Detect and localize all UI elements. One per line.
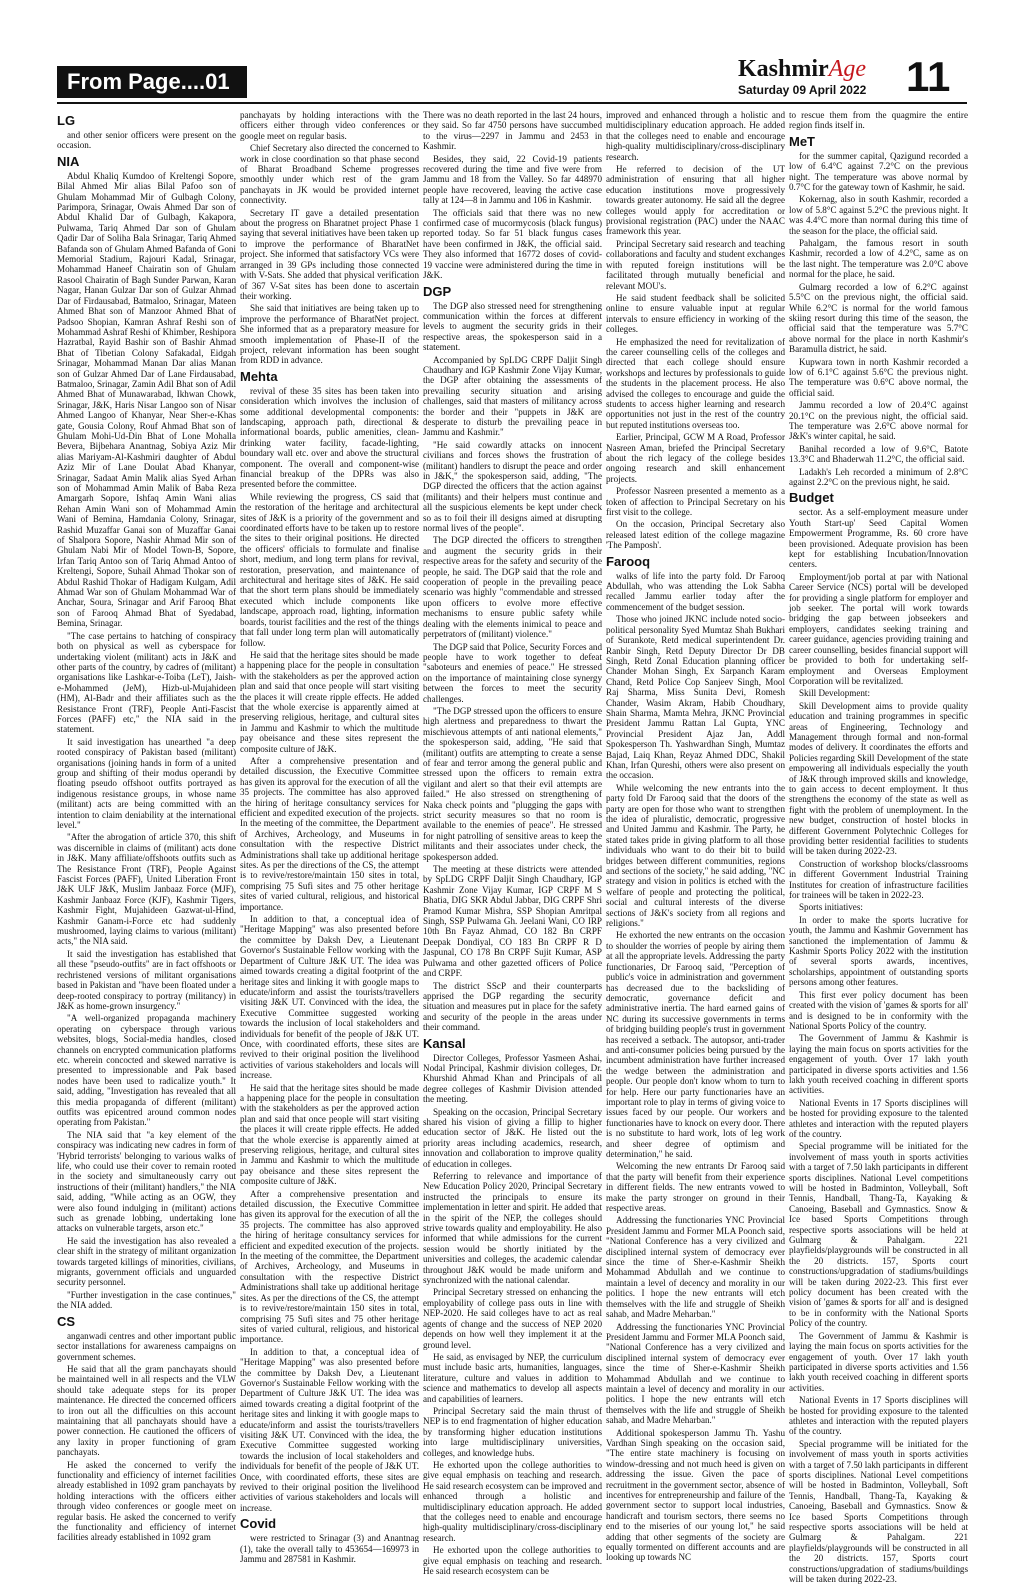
article-heading: CS — [57, 1313, 76, 1329]
article-paragraph: Speaking on the occasion, Principal Secretary shared his vision of giving a fillip to higher education sector of J&K. He listed out the priority areas including academics, research, innovation and collaboration to improve quality of education in colleges. — [423, 1106, 602, 1169]
article-paragraph: Addressing the functionaries YNC Provincial President Jammu and Former MLA Poonch said, "National Conference has a very civilized and disciplined internal system of democracy ever since the time of Sher-e-Kashmir Sheikh Mohammad Abdullah and we continue to maintain a level of decency and morality in our politics. I hope the new entrants will etch themselves with the life and struggle of Sheikh sahab, and Madre Meharban." — [606, 1321, 785, 1426]
article-paragraph: While reviewing the progress, CS said that the restoration of the heritage and architectural sites of J&K is a priority of the government and coordinated efforts have to be taken up to restore the sites to their original positions. He directed the officers' officials to formulate and finalise short, medium, and long term plans for revival, restoration, preservation, and maintenance of architectural and heritage sites of J&K. He said that the short term plans should be immediately executed which include components like landscape, approach road, lighting, information boards, tourist facilities and the rest of the things that fall under long term plan will automatically follow. — [240, 491, 419, 648]
article-paragraph: The Government of Jammu & Kashmir is laying the main focus on sports activities for the engagement of youth. Over 17 lakh youth participated in diverse sports activities and 1.56 lakh youth received coaching in different sports activities. — [789, 1330, 968, 1393]
article-paragraph: Gulmarg recorded a low of 6.2°C against 5.5°C on the previous night, the official said. While 6.2°C is normal for the world famous skiing resort during this time of the season, the official said that the temperature was 5.7°C above normal for the place in north Kashmir's Baramulla district, he said. — [789, 281, 968, 355]
article-paragraph: He asked the concerned to verify the functionality and efficiency of internet facilities already established in 1092 gram panchayats by holding interactions with the officers either through video conferences or google meet on regular basis. He asked the concerned to verify the functionality and efficiency of internet facilities already established in 1092 gram — [57, 1459, 236, 1543]
article-paragraph: Addressing the functionaries YNC Provincial President Jammu and Former MLA Poonch said, "National Conference has a very civilized and disciplined internal system of democracy ever since the time of Sher-e-Kashmir Sheikh Mohammad Abdullah and we continue to maintain a level of decency and morality in our politics. I hope the new entrants will etch themselves with the life and struggle of Sheikh sahab, and Madre Meharban." — [606, 1215, 785, 1320]
article-paragraph: and other senior officers were present on the occasion. — [57, 130, 236, 151]
article-paragraph: "Further investigation in the case continues," the NIA added. — [57, 1289, 236, 1311]
article-paragraph: Welcoming the new entrants Dr Farooq said that the party will benefit from their experience in different fields. The new entrants vowed to make the party stronger on ground in their respective areas. — [606, 1161, 785, 1214]
masthead — [0, 0, 1024, 100]
article-paragraph: "A well-organized propaganda machinery operating on cyberspace through various websites, blogs, Social-media handles, closed channels on encrypted communication platforms etc. wherein concocted and skewed narrative is presented to impressionable and Pak based nodes have been used to radicalize youth." It said, adding, "Investigation has revealed that all this media propaganda of different (militant) outfits was epicentred around common nodes operating from Pakistan." — [57, 1013, 236, 1128]
article-paragraph: After a comprehensive presentation and detailed discussion, the Executive Committee has given its approval for the execution of all the 35 projects. The committee has also approved the hiring of heritage consultancy services for efficient and expedited execution of the projects. In the meeting of the committee, the Department of Archives, Archeology, and Museums in consultation with the respective District Administrations shall take up additional heritage sites. As per the directions of the CS, the attempt is to revive/restore/maintain 150 sites in total, comprising 75 Sufi sites and 75 other heritage sites of varied cultural, religious, and historical importance. — [240, 1188, 419, 1345]
article-paragraph: for the summer capital, Qazigund recorded a low of 6.4°C against 7.2°C on the previous night. The temperature was above normal by 0.7°C for the gateway town of Kashmir, he said. — [789, 150, 968, 193]
article-paragraph: National Events in 17 Sports disciplines will be hosted for providing exposure to the talented athletes and interaction with the reputed players of the country. — [789, 1097, 968, 1139]
article-paragraph: The DGP said that Police, Security Forces and people have to work together to defeat "saboteurs and enemies of peace." He stressed on the importance of maintaining close synergy between the forces to meet the security challenges. — [423, 641, 602, 704]
article-paragraph: Abdul Khaliq Kumdoo of Kreltengi Sopore, Bilal Ahmed Mir alias Bilal Pafoo son of Ghulam Mohammad Mir of Gulbagh Colony, Parimpora, Srinagar, Owais Ahmed Dar son of Abdul Khalid Dar of Gulbagh, Kakapora, Pulwama, Tariq Ahmed Dar son of Ghulam Qadir Dar of Soliha Bala Srinagar, Tariq Ahmed Bafanda son of Ghulam Ahmed Bafanda of Goni Memorial Stadium, Rajouri Kadal, Srinagar, Mohammad Haneef Chairatin son of Ghulam Rasool Chairatin of Bagh Sunder Parwan, Karan Nagar, Hanan Gulzar Dar son of Gulzar Ahmad Dar of Firdausabad, Batmaloo, Srinagar, Mateen Ahmed Bhat son of Manzoor Ahmed Bhat of Padsoo Shopian, Kamran Ashraf Reshi son of Mohammad Ashraf Reshi of Khimber, Reshipora Hazratbal, Rayid Bashir son of Bashir Ahmad Bhat of Tibetian Colony Safakadal, Eidgah Srinagar, Mohammad Manan Dar alias Manan son of Gulzar Ahmed Dar of Lane Firdausabad, Batmaloo, Srinagar, Zamin Adil Bhat son of Adil Ahmed Bhat of Munawarabad, Ikhwan Chowk, Srinagar, J&K, Haris Nisar Langoo son of Nisar Ahmed Langoo of Khanyar, Near Sher-e-Khas gate, Gousia Colony, Rouf Ahmad Bhat son of Ghulam Mohi-Ud-Din Bhat of Lone Mohalla Bevera, Bijbehara Anantnag, Sobiya Aziz Mir alias Mariyam-Al-Kashmiri daughter of Abdul Aziz Mir of Lane Doulat Abad Khanyar, Srinagar, Sadaat Amin Malik alias Syed Arhan son of Mohammad Amin Malik of Baba Reza Amargarh Sopore, Ishfaq Amin Wani alias Rehan Amin Wani son of Mohammad Amin Wani of Bemina, Hamdania Colony, Srinagar, Rashid Muzaffar Ganai son of Muzaffar Ganai of Shalpora Sopore, Nashir Ahmad Mir son of Ghulam Nabi Mir of Model Town-B, Sopore, Irfan Tariq Antoo son of Tariq Ahmad Antoo of Kreltengi, Sopore, Suhail Ahmad Thokar son of Abdul Rashid Thokar of Hadigam Kulgam, Adil Ahmad War son of Ghulam Mohammad War of Anchar, Soura, Srinagar and Arif Farooq Bhat son of Farooq Ahmad Bhat of Syedabad, Bemina, Srinagar. — [57, 170, 236, 629]
article-paragraph: Principal Secretary said the main thrust of NEP is to end fragmentation of higher education by transforming higher education institutions into large multidisciplinary universities, colleges, and knowledge hubs. — [423, 1405, 602, 1458]
article-paragraph: Special programme will be initiated for the involvement of mass youth in sports activities with a target of 7.50 lakh participants in different sports disciplines. National Level competitions will be hosted in Badminton, Volleyball, Soft Tennis, Handball, Thang-Ta, Kayaking & Canoeing, Baseball and Gymnastics. Snow & Ice based Sports Competitions through respective sports associations will be held at Gulmarg & Pahalgam. 221 playfields/playgrounds will be constructed in all the 20 districts. 157, Sports court constructions/upgradation of stadiums/buildings will be taken during 2022-23. This first ever policy document has been created with the vision of 'games & sports for all' and is designed to be in conformity with the National Sports Policy of the country. — [789, 1141, 968, 1329]
article-paragraph: Principal Secretary stressed on enhancing the employability of college pass outs in line with NEP-2020. He said colleges have to act as real agents of change and the success of NEP 2020 depends on how well they implement it at the ground level. — [423, 1287, 602, 1350]
article-paragraph: He exhorted upon the college authorities to give equal emphasis on teaching and research. He said research ecosystem can be — [423, 1545, 602, 1577]
article-paragraph: The officials said that there was no new confirmed case of mucormycosis (black fungus) reported today. So far 51 black fungus cases have been confirmed in J&K, the official said. They also informed that 16772 doses of covid-19 vaccine were administered during the time in J&K. — [423, 207, 602, 281]
article-heading: Covid — [240, 1516, 277, 1532]
article-paragraph: Special programme will be initiated for the involvement of mass youth in sports activities with a target of 7.50 lakh participants in different sports disciplines. National Level competitions will be hosted in Badminton, Volleyball, Soft Tennis, Handball, Thang-Ta, Kayaking & Canoeing, Baseball and Gymnastics. Snow & Ice based Sports Competitions through respective sports associations will be held at Gulmarg & Pahalgam. 221 playfields/playgrounds will be constructed in all the 20 districts. 157, Sports court constructions/upgradation of stadiums/buildings will be taken during 2022-23. — [789, 1438, 968, 1584]
article-paragraph: Employment/job portal at par with National Career Service (NCS) portal will be developed for providing a single platform for employer and job seeker. The portal will work towards bridging the gap between jobseekers and employers, candidates seeking training and career guidance, agencies providing training and career counselling, besides financial support will be provided to both for undertaking self-employment and Overseas Employment Corporation will be revitalized. — [789, 571, 968, 686]
article-heading: Kansal — [423, 1035, 466, 1051]
brand-name-part2: Age — [828, 56, 866, 82]
article-paragraph: While welcoming the new entrants into the party fold Dr Farooq said that the doors of the party are open for those who want to strengthen the idea of pluralistic, democratic, progressive and United Jammu and Kashmir. The Party, he stated takes pride in giving platform to all those individuals who want to do their bit to build bridges between different communities, regions and sections of the society," he said adding, "NC strategy and vision in politics is etched with the welfare of people and protecting the political, social and cultural interests of the diverse sections of J&K's society from all regions and religions." — [606, 782, 785, 929]
article-heading: Farooq — [606, 553, 651, 569]
article-paragraph: In order to make the sports lucrative for youth, the Jammu and Kashmir Government has sanctioned the implementation of Jammu & Kashmir Sports Policy 2022 with the institution of several sports awards, incentives, scholarships, appointment of outstanding sports persons among other features. — [789, 914, 968, 988]
article-paragraph: There was no death reported in the last 24 hours, they said. So far 4750 persons have succumbed to the virus—2297 in Jammu and 2453 in Kashmir. — [423, 110, 602, 152]
article-paragraph: revival of these 35 sites has been taken into consideration which involves the inclusion of some additional developmental components: landscaping, approach path, directional & informational boards, public amenities, clean-drinking water facility, facade-lighting, boundary wall etc. over and above the structural component. The overall and component-wise financial breakup of the DPRs was also presented before the committee. — [240, 385, 419, 490]
article-paragraph: He said that all the gram panchayats should be maintained well in all respects and the VLW should take adequate steps for its proper maintenance. He directed the concerned officers to iron out all the difficulties on this account maintaining that all panchayats should have a power connection. He cautioned the officers of any laxity in proper functioning of gram panchayats. — [57, 1363, 236, 1458]
article-paragraph: "The DGP stressed upon the officers to ensure high alertness and preparedness to thwart the mischievous attempts of anti national elements," the spokesperson said, adding, "He said that (militant) outfits are attempting to create a sense of fear and terror among the general public and stressed upon the officers to remain extra vigilant and alert so that their evil attempts are failed." He also stressed on strengthening of Naka check points and "plugging the gaps with strict security measures so that no room is available to the enemies of peace". He stressed for night patrolling of sensitive areas to keep the militants and their associates under check, the spokesperson added. — [423, 705, 602, 862]
article-paragraph: It said the investigation has established that all these "pseudo-outfits" are in fact offshoots or rechristened versions of militant organisations based in Pakistan and "have been floated under a deep-rooted conspiracy to portray (militancy) in J&K as home-grown insurgency." — [57, 948, 236, 1011]
article-paragraph: He said the investigation has also revealed a clear shift in the strategy of militant organization towards targeted killings of minorities, civilians, migrants, government officials and unguarded security personnel. — [57, 1235, 236, 1288]
article-heading: MeT — [789, 133, 815, 149]
article-paragraph: Accompanied by SpLDG CRPF Daljit Singh Chaudhary and IGP Kashmir Zone Vijay Kumar, the DGP after obtaining the assessments of prevailing security situation and arising challenges, said that masters of militancy across the border and their "puppets in J&K are desperate to disturb the prevailing peace in Jammu and Kashmir." — [423, 354, 602, 438]
article-paragraph: panchayats by holding interactions with the officers either through video conferences or google meet on regular basis. — [240, 110, 419, 141]
brand-name — [738, 56, 866, 82]
article-paragraph: In addition to that, a conceptual idea of "Heritage Mapping" was also presented before the committee by Daksh Dev, a Lieutenant Governor's Sustainable Fellow working with the Department of Culture J&K UT. The idea was aimed towards creating a digital footprint of the heritage sites and linking it with google maps to educate/inform and assist the tourists/travellers visiting J&K UT. Convinced with the idea, the Executive Committee suggested working towards the inclusion of local stakeholders and individuals for benefit of the people of J&K UT. Once, with coordinated efforts, these sites are revived to their original position the livelihood activities of various stakeholders and locals will increase. — [240, 1346, 419, 1513]
article-paragraph: "The case pertains to hatching of conspiracy both on physical as well as cyberspace for undertaking violent (militant) acts in J&K and other parts of the country, by cadres of (militant) organisations like Lashkar-e-Toiba (LeT), Jaish-e-Mohammed (JeM), Hizb-ul-Mujahideen (HM), Al-Badr and their affiliates such as the Resistance Front (TRF), People Anti-Fascist Forces (PAFF) etc," the NIA said in the statement. — [57, 630, 236, 735]
article-paragraph: Kupwara town in north Kashmir recorded a low of 6.1°C against 5.6°C the previous night. The temperature was 0.6°C above normal, the official said. — [789, 356, 968, 398]
article-heading: Mehta — [240, 368, 278, 384]
article-paragraph: He emphasized the need for revitalization of the career counselling cells of the colleges and directed that each college should ensure workshops and lectures by professionals to guide the students in the placement process. He also advised the colleges to encourage and guide the students to access higher learning and research opportunities not just in the rest of the country but reputed institutions overseas too. — [606, 336, 785, 430]
article-heading: DGP — [423, 283, 452, 299]
issue-date: Saturday 09 April 2022 — [738, 83, 867, 97]
article-paragraph: Skill Development: — [799, 688, 870, 699]
article-paragraph: "After the abrogation of article 370, this shift was discernible in claims of (militant) acts done in J&K. Many affiliate/offshoots outfits such as The Resistance Front (TRF), People Against Fascist Forces (PAFF), United Liberation Front J&K ULF J&K, Muslim Janbaaz Force (MJF), Kashmir Janbaaz Force (KJF), Kashmir Tigers, Kashmir Fight, Mujahideen Gazwat-ul-Hind, Kashmir Ganam-i-Force etc had suddenly mushroomed, laying claims to various (militant) acts," the NIA said. — [57, 832, 236, 947]
article-paragraph: Pahalgam, the famous resort in south Kashmir, recorded a low of 4.2°C, same as on the last night. The temperature was 2.0°C above normal for the place, he said. — [789, 238, 968, 280]
article-paragraph: She said that initiatives are being taken up to improve the performance of BharatNet project. She informed that as a preparatory measure for smooth implementation of Phase-II of the project, relevant information has been sought from RDD in advance. — [240, 303, 419, 366]
article-paragraph: Ladakh's Leh recorded a minimum of 2.8°C against 2.2°C on the previous night, he said. — [789, 466, 968, 487]
article-paragraph: He exhorted upon the college authorities to give equal emphasis on teaching and research. He said research ecosystem can be improved and enhanced through a holistic and multidisciplinary education approach. He added that the colleges need to enable and encourage high-quality multidisciplinary/cross-disciplinary research. — [423, 1459, 602, 1543]
article-paragraph: anganwadi centres and other important public sector installations for awareness campaigns on government schemes. — [57, 1330, 236, 1362]
article-paragraph: Principal Secretary said research and teaching collaborations and faculty and student exchanges with reputed foreign institutions will be facilitated through mutually beneficial and relevant MOU's. — [606, 238, 785, 291]
article-paragraph: Kokernag, also in south Kashmir, recorded a low of 5.8°C against 5.2°C the previous night. It was 4.4°C more than normal during this time of the season for the place, the official said. — [789, 194, 968, 236]
article-paragraph: The meeting at these districts were attended by SpLDG CRPF Daljit Singh Chaudhary, IGP Kashmir Zone Vijay Kumar, IGP CRPF M S Bhatia, DIG SKR Abdul Jabbar, DIG CRPF Shri Pramod Kumar Mishra, SSP Shopian Amritpal Singh, SSP Pulwama Gh. Jeelani Wani, CO IRP 10th Bn Fayaz Ahmad, CO 182 Bn CRPF Deepak Dondiyal, CO 183 Bn CRPF R D Jaspunal, CO 178 Bn CRPF Sujit Kumar, ASP Pulwama and other gazetted officers of Police and CRPF. — [423, 864, 602, 979]
section-label: From Page....01 — [57, 66, 247, 98]
article-paragraph: After a comprehensive presentation and detailed discussion, the Executive Committee has given its approval for the execution of all the 35 projects. The committee has also approved the hiring of heritage consultancy services for efficient and expedited execution of the projects. In the meeting of the committee, the Department of Archives, Archeology, and Museums in consultation with the respective District Administrations shall take up additional heritage sites. As per the directions of the CS, the attempt is to revive/restore/maintain 150 sites in total, comprising 75 Sufi sites and 75 other heritage sites of varied cultural, religious, and historical importance. — [240, 755, 419, 912]
article-heading: Budget — [789, 490, 834, 506]
article-paragraph: walks of life into the party fold. Dr Farooq Abdullah, who was attending the Lok Sabha recalled Jammu earlier today after the commencement of the budget session. — [606, 570, 785, 612]
article-paragraph: He referred to decision of the UT administration of ensuring that all higher education institutions move progressively towards greater autonomy. He said all the degree colleges would apply for accreditation or provisional registration (PAC) under the NAAC framework this year. — [606, 164, 785, 237]
article-paragraph: He said student feedback shall be solicited online to ensure valuable input at regular intervals to ensure efficiency in working of the colleges. — [606, 292, 785, 335]
article-paragraph: The Government of Jammu & Kashmir is laying the main focus on sports activities for the engagement of youth. Over 17 lakh youth participated in diverse sports activities and 1.56 lakh youth received coaching in different sports activities. — [789, 1033, 968, 1096]
article-paragraph: The NIA said that "a key element of the conspiracy was indicating new cadres in form of 'Hybrid terrorists' belonging to various walks of life, who could use their cover to remain rooted in the society and simultaneously carry out instructions of their (militant) handlers," the NIA said, adding, "While acting as an OGW, they were also found indulging in (militant) actions such as grenade lobbing, undertaking lone attacks on vulnerable targets, arson etc." — [57, 1129, 236, 1234]
article-column-3 — [423, 110, 602, 1577]
article-paragraph: to rescue them from the quagmire the entire region finds itself in. — [789, 110, 968, 131]
article-paragraph: were restricted to Srinagar (3) and Anantnag (1), take the overall tally to 453654—169973 in Jammu and 287581 in Kashmir. — [240, 1533, 419, 1565]
article-heading: LG — [57, 113, 76, 128]
article-paragraph: Earlier, Principal, GCW M A Road, Professor Nasreen Aman, briefed the Principal Secretary about the rich legacy of the college besides ongoing research and skill enhancement projects. — [606, 432, 785, 484]
page-number: 11 — [906, 53, 951, 100]
article-paragraph: "He said cowardly attacks on innocent civilians and forces shows the frustration of (militant) handlers to disrupt the peace and order in J&K," the spokesperson said, adding, "The DGP directed the officers that the action against (militants) and their helpers must continue and all the suspicious elements be kept under check so as to foil their ill designs aimed at disrupting normal lives of the people". — [423, 439, 602, 534]
article-column-1 — [57, 110, 236, 1550]
article-paragraph: In addition to that, a conceptual idea of "Heritage Mapping" was also presented before the committee by Daksh Dev, a Lieutenant Governor's Sustainable Fellow working with the Department of Culture J&K UT. The idea was aimed towards creating a digital footprint of the heritage sites and linking it with google maps to educate/inform and assist the tourists/travellers visiting J&K UT. Convinced with the idea, the Executive Committee suggested working towards the inclusion of local stakeholders and individuals for benefit of the people of J&K UT. Once, with coordinated efforts, these sites are revived to their original position the livelihood activities of various stakeholders and locals will increase. — [240, 914, 419, 1081]
masthead-rule — [57, 102, 967, 104]
article-paragraph: improved and enhanced through a holistic and multidisciplinary education approach. He added that the colleges need to enable and encourage high-quality multidisciplinary/cross-disciplinary research. — [606, 110, 785, 162]
article-paragraph: He exhorted the new entrants on the occasion to shoulder the worries of people by airing them at all the appropriate levels. Addressing the party functionaries, Dr Farooq said, "Perception of public's voice in administration and government has decreased due to the backsliding of democratic, governance deficit and administrative inertia. The hard earned gains of NC during its successive governments in terms of bridging building people's trust in government has received a setback. The autopsor, anti-trader and anti-consumer policies being pursued by the incumbent administration have further increased the wedge between the administration and people. Our people don't know whom to turn to for help. Here our party functionaries have an important role to play in terms of giving voice to issues faced by our people. Our workers and functionaries have to knock on every door. There is no substitute to hard work, lots of leg work and sheer degree of optimism and determination," he said. — [606, 930, 785, 1159]
article-paragraph: He said that the heritage sites should be made a happening place for the people in consultation with the stakeholders as per the approved action plan and said that once people will start visiting the places it will create ripple effects. He added that the whole exercise is apparently aimed at preserving religious, heritage, and cultural sites in Jammu and Kashmir to which the multitude pay obeisance and these sites represent the composite culture of J&K. — [240, 649, 419, 754]
article-paragraph: Skill Development aims to provide quality education and training programmes in specific areas of Engineering, Technology and Management through formal and non-formal modes of delivery. It coordinates the efforts and Policies regarding Skill Development of the state empowering all individuals especially the youth of J&K through improved skills and knowledge, to gain access to decent employment. It thus strengthens the economy of the state as well as fight with the problem of unemployment. In the new budget, construction of hostel blocks in different Government Polytechnic Colleges for providing better residential facilities to students will be taken during 2022-23. — [789, 700, 968, 857]
article-paragraph: The DGP directed the officers to strengthen and augment the security grids in their respective areas for the safety and security of the people, he said. The DGP said that the role and cooperation of people in the prevailing peace scenario was highly "commendable and stressed upon officers to evolve more effective mechanisms to ensure public safety while dealing with the elements inimical to peace and perpetrators of (militant) violence." — [423, 535, 602, 640]
article-paragraph: Those who joined JKNC include noted socio-political personality Syed Mumtaz Shah Bukhari of Surankote, Retd medical superintendent Dr. Ranbir Singh, Retd Deputy Director Dr DB Singh, Retd Zonal Education planning officer Chander Mohan Singh, Ex Sarpanch Karam Chand, Retd Police Cop Sanjeev Singh, Mool Raj Sharma, Miss Sunita Devi, Romesh Chander, Wasim Akram, Habib Choudhary, Shain Sharma, Mamta Mehra, JKNC Provincial President Jammu Rattan Lal Gupta, YNC Provincial President Ajaz Jan, Addl Spokesperson Th. Yashwardhan Singh, Mumtaz Bajad, Laiq Khan, Reyaz Ahmed DDC, Shakil Khan, Irfan Qureshi, others were also present on the occasion. — [606, 614, 785, 781]
article-paragraph: Besides, they said, 22 Covid-19 patients recovered during the time and five were from Jammu and 18 from the Valley. So far 448970 people have recovered, leaving the active case tally at 124—8 in Jammu and 106 in Kashmir. — [423, 153, 602, 206]
article-paragraph: Director Colleges, Professor Yasmeen Ashai, Nodal Principal, Kashmir division colleges, Dr. Khurshid Ahmad Khan and Principals of all degree colleges of Kashmir Division attended the meeting. — [423, 1052, 602, 1105]
article-paragraph: National Events in 17 Sports disciplines will be hosted for providing exposure to the talented athletes and interaction with the reputed players of the country. — [789, 1395, 968, 1437]
article-paragraph: He said, as envisaged by NEP, the curriculum must include basic arts, humanities, languages, literature, culture and values in addition to science and mathematics to develop all aspects and capabilities of learners. — [423, 1351, 602, 1404]
article-column-2 — [240, 110, 419, 1565]
article-paragraph: On the occasion, Principal Secretary also released latest edition of the college magazine 'The Pamposh'. — [606, 519, 785, 551]
article-paragraph: The DGP also stressed need for strengthening communication within the forces at different levels to augment the security grids in their respective areas, the spokesperson said in a statement. — [423, 300, 602, 353]
article-paragraph: Jammu recorded a low of 20.4°C against 20.1°C on the previous night, the official said. The temperature was 2.6°C above normal for J&K's winter capital, he said. — [789, 400, 968, 442]
article-paragraph: Chief Secretary also directed the concerned to work in close coordination so that phase second of Bharat Broadband Scheme progresses smoothly under which rest of the gram panchayats in JK would be provided internet connectivity. — [240, 143, 419, 206]
brand-logo — [738, 56, 898, 100]
article-paragraph: The district SScP and their counterparts apprised the DGP regarding the security situation and measures put in place for the safety and security of the people in the areas under their command. — [423, 980, 602, 1033]
article-paragraph: It said investigation has unearthed "a deep rooted conspiracy of Pakistan based (militant) organisations (joining hands in form of a united group and shifting of their modus operandi by floating pseudo offshoot outfits portrayed as indigenous resistance groups, in whose name (militant) acts are being committed with an intention to claim deniability at the international level." — [57, 736, 236, 830]
article-paragraph: Construction of workshop blocks/classrooms in different Government Industrial Training Institutes for creation of infrastructure facilities for trainees will be taken in 2022-23. — [789, 858, 968, 901]
article-paragraph: Banihal recorded a low of 9.6°C, Batote 13.3°C and Bhaderwah 11.2°C, the official said. — [789, 443, 968, 465]
article-heading: NIA — [57, 153, 80, 169]
article-column-4 — [606, 110, 785, 1563]
brand-name-part1: Kashmir — [738, 56, 829, 82]
article-paragraph: This first ever policy document has been created with the vision of 'games & sports for all' and is designed to be in conformity with the National Sports Policy of the country. — [789, 989, 968, 1031]
article-paragraph: He said that the heritage sites should be made a happening place for the people in consultation with the stakeholders as per the approved action plan and said that once people will start visiting the places it will create ripple effects. He added that the whole exercise is apparently aimed at preserving religious, heritage, and cultural sites in Jammu and Kashmir to which the multitude pay obeisance and these sites represent the composite culture of J&K. — [240, 1082, 419, 1187]
article-paragraph: Professor Nasreen presented a memento as a token of affection to Principal Secretary on his first visit to the college. — [606, 486, 785, 518]
article-paragraph: Referring to relevance and importance of New Education Policy 2020, Principal Secretary instructed the principals to ensure its implementation in letter and spirit. He added that in the spirit of the NEP, the colleges should strive towards quality and employability. He also informed that while admissions for the current session would be shortly initiated by the universities and colleges, the academic calendar throughout J&K would be made uniform and synchronized with the national calendar. — [423, 1171, 602, 1286]
article-paragraph: sector. As a self-employment measure under Youth Start-up' Seed Capital Women Empowerment Programme, Rs. 60 crore have been provisioned. Adequate provision has been kept for establishing Incubation/Innovation centers. — [789, 507, 968, 570]
article-paragraph: Secretary IT gave a detailed presentation about the progress on Bharatnet project Phase 1 saying that several initiatives have been taken up to improve the performance of BharatNet project. She informed that satisfactory VCs were arranged in 39 GPs including those connected with V-Sats. She added that physical verification of 367 V-Sat sites has been done to ascertain their working. — [240, 207, 419, 301]
article-paragraph: Additional spokesperson Jammu Th. Yashu Vardhan Singh speaking on the occasion said, "The entire state machinery is focusing on window-dressing and not much heed is given on addressing the issue. Given the pace of recruitment in the government sector, absence of incentives for entrepreneurship and failure of the government sector to support local industries, handicraft and tourism sectors, there seems no end to the miseries of our young lot," he said adding that other segments of the society are equally tormented on different accounts and are looking up towards NC — [606, 1427, 785, 1563]
article-column-5 — [789, 110, 968, 1584]
article-paragraph: Sports initiatives: — [799, 902, 863, 913]
